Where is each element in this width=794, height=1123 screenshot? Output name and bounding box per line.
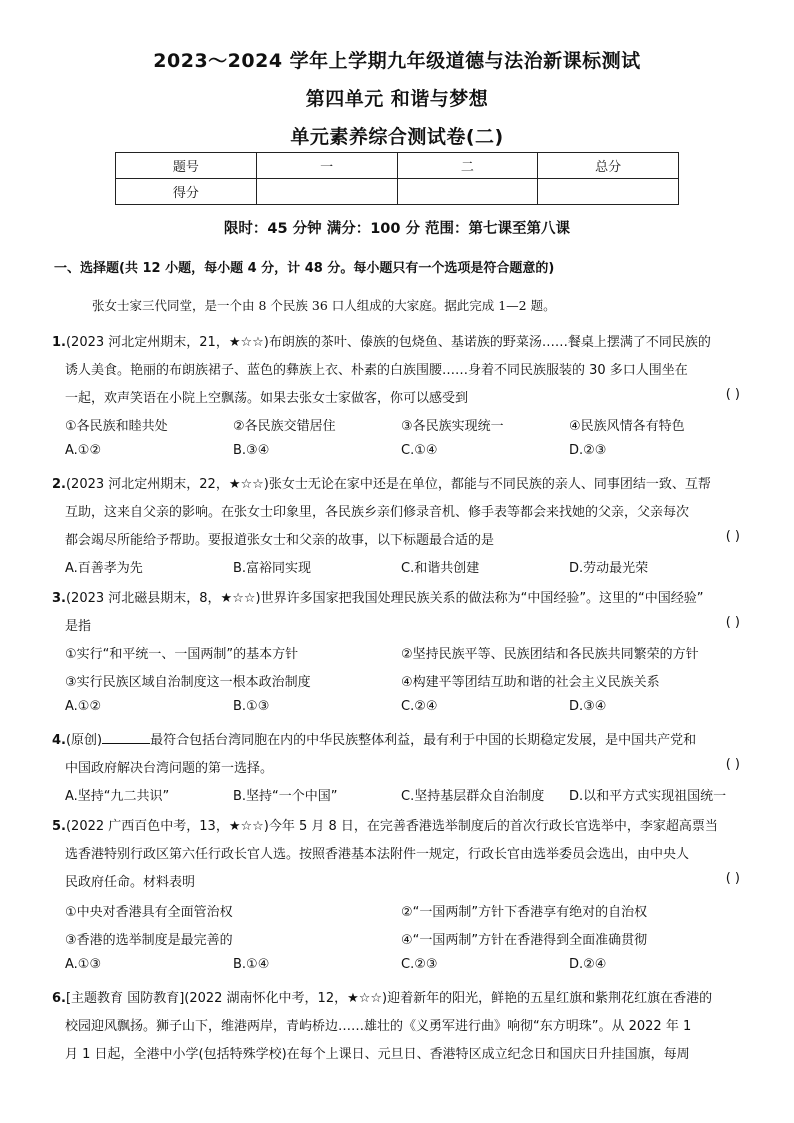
score-cell: 题号 <box>116 153 257 179</box>
question-text: 诱人美食。艳丽的布朗族裙子、蓝色的彝族上衣、朴素的白族围腰……身着不同民族服装的 30 多口人围坐在 <box>65 363 688 378</box>
answer-bracket[interactable]: ( ) <box>725 757 740 772</box>
question-text: 最符合包括台湾同胞在内的中华民族整体利益，最有利于中国的长期稳定发展，是中国共产党和 <box>150 733 697 748</box>
score-input-cell[interactable] <box>397 179 538 205</box>
choice-b[interactable]: B.③④ <box>233 443 270 458</box>
choice-b[interactable]: B.富裕同实现 <box>233 561 312 576</box>
statement-option: ②各民族交错居住 <box>233 419 336 434</box>
choice-c[interactable]: C.坚持基层群众自治制度 <box>401 789 545 804</box>
choice-a[interactable]: A.①② <box>65 699 102 714</box>
statement-option: ②坚持民族平等、民族团结和各民族共同繁荣的方针 <box>401 647 699 662</box>
question-text: 民政府任命。材料表明 <box>65 875 196 890</box>
statement-option: ④民族风情各有特色 <box>569 419 685 434</box>
question-5 <box>52 815 727 834</box>
question-number: 3. <box>52 591 66 606</box>
score-input-cell[interactable] <box>538 179 679 205</box>
fill-blank[interactable] <box>102 731 150 744</box>
choice-c[interactable]: C.①④ <box>401 443 438 458</box>
score-cell: 二 <box>397 153 538 179</box>
question-text: (2023 河北定州期末，22，★☆☆)张女士无论在家中还是在单位，都能与不同民族的亲人、同事团结一致、互帮 <box>65 477 711 492</box>
choice-b[interactable]: B.①③ <box>233 699 270 714</box>
paper-title: 单元素养综合测试卷(二) <box>290 126 504 148</box>
question-text: 校园迎风飘扬。狮子山下，维港两岸，青屿桥边……雄壮的《义勇军进行曲》响彻“东方明珠”。从 2022 年 1 <box>65 1019 692 1034</box>
section-heading: 一、选择题(共 12 小题，每小题 4 分，计 48 分。每小题只有一个选项是符合题意的) <box>54 261 555 276</box>
choice-d[interactable]: D.②④ <box>569 957 607 972</box>
choice-a[interactable]: A.①② <box>65 443 102 458</box>
question-text: (2023 河北磁县期末，8，★☆☆)世界许多国家把我国处理民族关系的做法称为“中国经验”。这里的“中国经验” <box>65 591 704 606</box>
choice-d[interactable]: D.③④ <box>569 699 607 714</box>
question-number: 4. <box>52 733 66 748</box>
answer-bracket[interactable]: ( ) <box>725 529 740 544</box>
question-number: 5. <box>52 819 66 834</box>
statement-option: ②“一国两制”方针下香港享有绝对的自治权 <box>401 905 648 920</box>
choice-d[interactable]: D.以和平方式实现祖国统一 <box>569 789 727 804</box>
question-text: 都会竭尽所能给予帮助。要报道张女士和父亲的故事，以下标题最合适的是 <box>65 533 495 548</box>
score-cell: 一 <box>256 153 397 179</box>
score-table-score-row <box>116 179 679 205</box>
choice-a[interactable]: A.①③ <box>65 957 102 972</box>
statement-option: ①实行“和平统一、一国两制”的基本方针 <box>65 647 299 662</box>
score-cell: 得分 <box>116 179 257 205</box>
question-number: 1. <box>52 335 66 350</box>
question-text: 中国政府解决台湾问题的第一选择。 <box>65 761 274 776</box>
question-4 <box>52 729 727 748</box>
statement-option: ①中央对香港具有全面管治权 <box>65 905 233 920</box>
answer-bracket[interactable]: ( ) <box>725 871 740 886</box>
choice-a[interactable]: A.坚持“九二共识” <box>65 789 170 804</box>
question-number: 2. <box>52 477 66 492</box>
unit-title: 第四单元 和谐与梦想 <box>305 88 489 110</box>
question-text: 一起，欢声笑语在小院上空飘荡。如果去张女士家做客，你可以感受到 <box>65 391 469 406</box>
statement-option: ④构建平等团结互助和谐的社会主义民族关系 <box>401 675 660 690</box>
choice-c[interactable]: C.和谐共创建 <box>401 561 480 576</box>
statement-option: ①各民族和睦共处 <box>65 419 168 434</box>
question-text: 是指 <box>65 619 92 634</box>
choice-d[interactable]: D.劳动最光荣 <box>569 561 649 576</box>
score-input-cell[interactable] <box>256 179 397 205</box>
question-text: 月 1 日起，全港中小学(包括特殊学校)在每个上课日、元旦日、香港特区成立纪念日和国庆日升挂国旗，每周 <box>65 1047 690 1062</box>
score-table <box>115 152 679 205</box>
question-2 <box>52 473 727 492</box>
choice-c[interactable]: C.②③ <box>401 957 438 972</box>
statement-option: ④“一国两制”方针在香港得到全面准确贯彻 <box>401 933 648 948</box>
question-text: 互助，这来自父亲的影响。在张女士印象里，各民族乡亲们修录音机、修手表等都会来找她的父亲，父亲每次 <box>65 505 690 520</box>
choice-c[interactable]: C.②④ <box>401 699 438 714</box>
exam-title-line1: 2023～2024 学年上学期九年级道德与法治新课标测试 <box>153 50 641 72</box>
score-cell: 总分 <box>538 153 679 179</box>
answer-bracket[interactable]: ( ) <box>725 387 740 402</box>
answer-bracket[interactable]: ( ) <box>725 615 740 630</box>
question-3 <box>52 587 727 606</box>
statement-option: ③各民族实现统一 <box>401 419 504 434</box>
question-source: (原创) <box>65 733 103 748</box>
choice-b[interactable]: B.①④ <box>233 957 270 972</box>
score-table-header-row <box>116 153 679 179</box>
choice-d[interactable]: D.②③ <box>569 443 607 458</box>
question-1 <box>52 331 727 350</box>
question-text: (2022 广西百色中考，13，★☆☆)今年 5 月 8 日，在完善香港选举制度后的首次行政长官选举中，李家超高票当 <box>65 819 718 834</box>
exam-meta: 限时：45 分钟 满分：100 分 范围：第七课至第八课 <box>223 221 571 237</box>
choice-a[interactable]: A.百善孝为先 <box>65 561 143 576</box>
question-number: 6. <box>52 991 66 1006</box>
question-text: (2023 河北定州期末，21，★☆☆)布朗族的茶叶、傣族的包烧鱼、基诺族的野菜汤……餐桌上摆满了不同民族的 <box>65 335 711 350</box>
question-text: 选香港特别行政区第六任行政长官人选。按照香港基本法附件一规定，行政长官由选举委员会选出，由中央人 <box>65 847 690 862</box>
question-text: [主题教育 国防教育](2022 湖南怀化中考，12，★☆☆)迎着新年的阳光，鲜艳的五星红旗和紫荆花红旗在香港的 <box>65 991 713 1006</box>
question-6 <box>52 987 727 1006</box>
question-intro: 张女士家三代同堂，是一个由 8 个民族 36 口人组成的大家庭。据此完成 1—2 题。 <box>92 298 556 313</box>
choice-b[interactable]: B.坚持“一个中国” <box>233 789 338 804</box>
statement-option: ③香港的选举制度是最完善的 <box>65 933 233 948</box>
statement-option: ③实行民族区域自治制度这一根本政治制度 <box>65 675 311 690</box>
